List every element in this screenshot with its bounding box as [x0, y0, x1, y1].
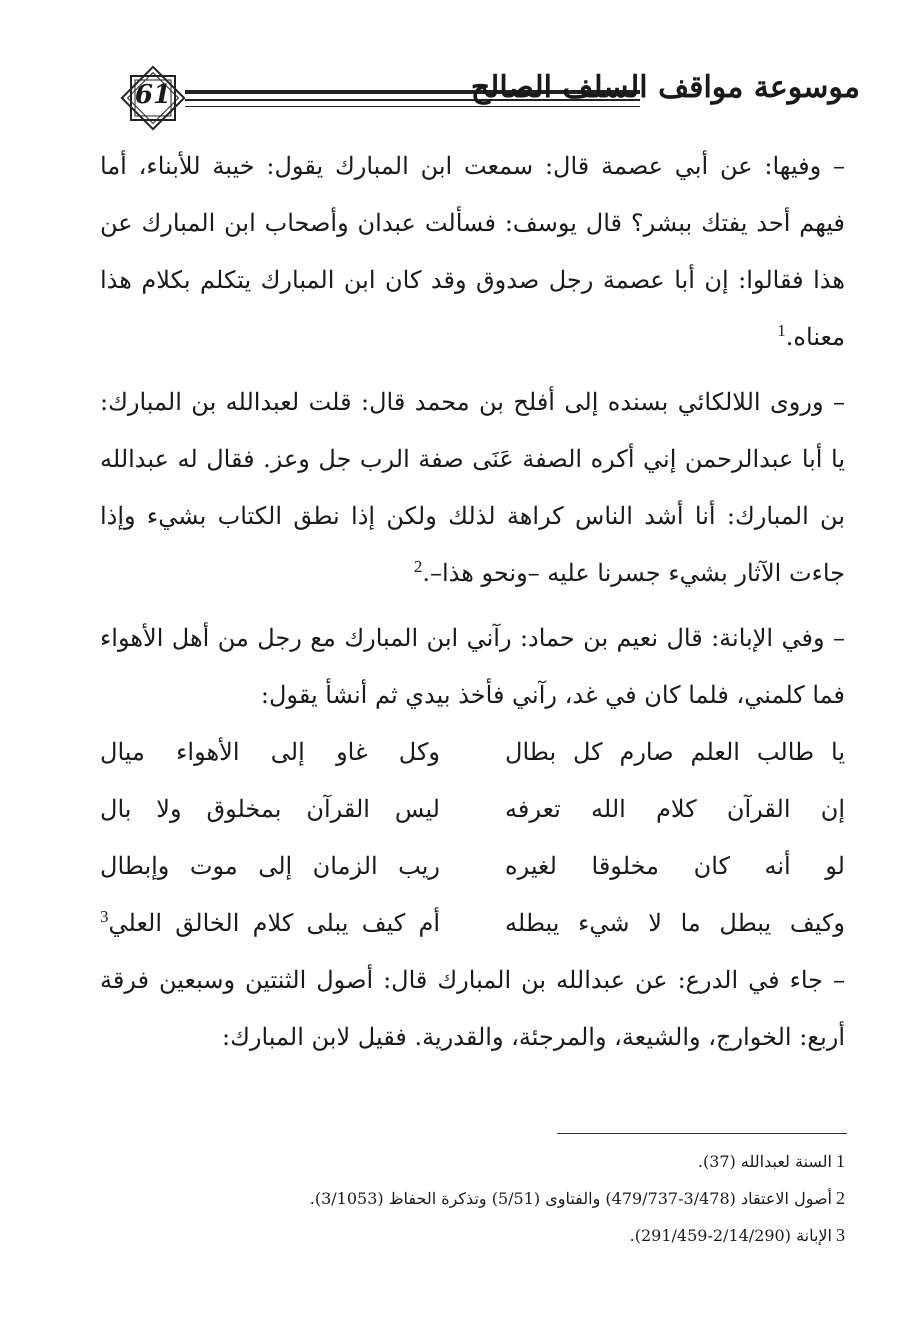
- paragraph: [100, 610, 845, 724]
- footnote-ref: 2: [413, 557, 423, 576]
- footnotes: [100, 1143, 845, 1254]
- verse-first-hemistich: إن القرآن كلام الله تعرفه: [505, 795, 845, 823]
- verse-first-hemistich: وكيف يبطل ما لا شيء يبطله: [505, 909, 845, 937]
- paragraph-text: – جاء في الدرع: عن عبدالله بن المبارك قال: أصول الثنتين وسبعين فرقة أربع: الخوارج، والشيعة، والمرجئة، والقدرية. فقيل لابن المبارك:: [100, 966, 845, 1051]
- verse-second-hemistich: وكل غاو إلى الأهواء ميال: [100, 738, 440, 766]
- book-title: موسوعة مواقف السلف الصالح: [470, 70, 860, 105]
- poem-verse: [100, 724, 845, 781]
- verse-first-hemistich: يا طالب العلم صارم كل بطال: [505, 738, 845, 766]
- footnote-number: 3: [836, 1225, 845, 1245]
- poem-verse: [100, 838, 845, 895]
- poem-verse: [100, 781, 845, 838]
- paragraph: [100, 374, 845, 602]
- main-text: [100, 138, 845, 1066]
- footnote-text: أصول الاعتقاد (3/478-479/737) والفتاوى (5/51) وتذكرة الحفاظ (3/1053).: [309, 1189, 832, 1208]
- page-number: 61: [134, 80, 172, 110]
- footnote: [100, 1180, 845, 1217]
- header-rule: [185, 106, 640, 107]
- footnote-text: السنة لعبدالله (37).: [697, 1152, 832, 1171]
- footnote: [100, 1143, 845, 1180]
- verse-second-hemistich: ليس القرآن بمخلوق ولا بال: [100, 795, 440, 823]
- footnote-text: الإبانة (2/14/290-291/459).: [629, 1226, 832, 1245]
- footnote-separator: [557, 1133, 847, 1134]
- footnote-number: 1: [836, 1151, 845, 1171]
- page-header: [105, 62, 860, 142]
- verse-first-hemistich: لو أنه كان مخلوقا لغيره: [505, 852, 845, 880]
- verse-second-hemistich: ريب الزمان إلى موت وإبطال: [100, 852, 440, 880]
- poem-verse: [100, 895, 845, 952]
- footnote: [100, 1217, 845, 1254]
- footnote-ref: 3: [100, 907, 109, 926]
- paragraph-text: – وفي الإبانة: قال نعيم بن حماد: رآني ابن المبارك مع رجل من أهل الأهواء فما كلمني، فلما كان في غد، رآني فأخذ بيدي ثم أنشأ يقول:: [100, 624, 845, 709]
- poem: [100, 724, 845, 952]
- paragraph-text: – وفيها: عن أبي عصمة قال: سمعت ابن المبارك يقول: خيبة للأبناء، أما فيهم أحد يفتك ببشر؟ قال يوسف: فسألت عبدان وأصحاب ابن المبارك عن هذا فقالوا: إن أبا عصمة رجل صدوق وقد كان ابن المبارك يتكلم بكلام هذا معناه.: [100, 152, 845, 351]
- footnote-ref: 1: [777, 321, 786, 340]
- footnote-number: 2: [836, 1188, 845, 1208]
- paragraph-text: – وروى اللالكائي بسنده إلى أفلح بن محمد قال: قلت لعبدالله بن المبارك: يا أبا عبدالرحمن إني أكره الصفة عَنَى صفة الرب جل وعز. فقال له عبدالله بن المبارك: أنا أشد الناس كراهة لذلك ولكن إذا نطق الكتاب بشيء وإذا جاءت الآثار بشيء جسرنا عليه –ونحو هذا–.: [100, 388, 846, 587]
- page-number-badge: [117, 62, 189, 134]
- verse-text: أم كيف يبلى كلام الخالق العلي: [108, 909, 440, 937]
- paragraph: [100, 952, 845, 1066]
- paragraph: [100, 138, 845, 366]
- verse-second-hemistich: [100, 895, 440, 952]
